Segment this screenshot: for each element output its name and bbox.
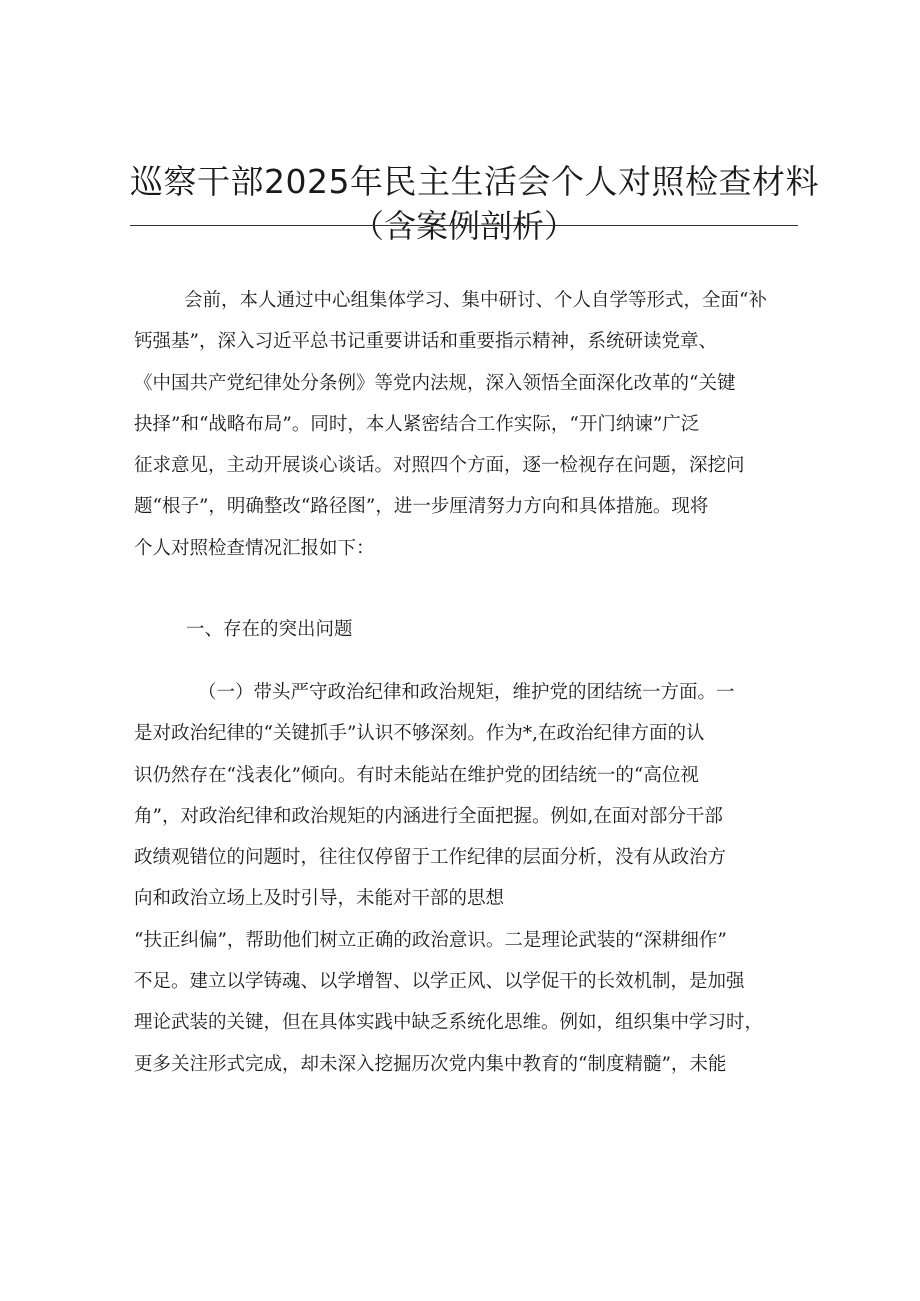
intro-paragraph	[134, 280, 796, 569]
text-line: 征求意见，主动开展谈心谈话。对照四个方面，逐一检视存在问题，深挖问	[134, 455, 745, 477]
section-heading: 一、存在的突出问题	[186, 619, 353, 640]
text-line: 识仍然存在“浅表化”倾向。有时未能站在维护党的团结统一的“高位视	[134, 764, 699, 786]
text-line: 角”，对政治纪律和政治规矩的内涵进行全面把握。例如,在面对部分干部	[134, 805, 723, 827]
title-line-2: （含案例剖析）	[351, 207, 576, 245]
text-line: 钙强基”，深入习近平总书记重要讲话和重要指示精神，系统研读党章、	[134, 331, 717, 353]
text-line: （一）带头严守政治纪律和政治规矩，维护党的团结统一方面。一	[198, 682, 735, 703]
text-line: 理论武装的关键，但在具体实践中缺乏系统化思维。例如，组织集中学习时，	[134, 1012, 764, 1034]
document-title	[130, 160, 819, 248]
title-line-1: 巡察干部2025年民主生活会个人对照检查材料	[130, 162, 819, 201]
text-line: 政绩观错位的问题时，往往仅停留于工作纪律的层面分析，没有从政治方	[134, 847, 727, 869]
text-line: 《中国共产党纪律处分条例》等党内法规，深入领悟全面深化改革的“关键	[134, 372, 736, 394]
text-line: 不足。建立以学铸魂、以学增智、以学正风、以学促干的长效机制，是加强	[134, 971, 745, 993]
section1-paragraph	[134, 672, 796, 1085]
text-line: 题“根子”，明确整改“路径图”，进一步厘清努力方向和具体措施。现将	[134, 496, 709, 518]
text-line: 会前，本人通过中心组集体学习、集中研讨、个人自学等形式，全面“补	[184, 290, 767, 311]
title-divider	[130, 225, 798, 226]
text-line: 抉择”和“战略布局”。同时，本人紧密结合工作实际，“开门纳谏”广泛	[134, 413, 700, 435]
text-line: 个人对照检查情况汇报如下：	[134, 537, 375, 559]
text-line: 更多关注形式完成，却未深入挖掘历次党内集中教育的“制度精髓”，未能	[134, 1053, 727, 1075]
text-line: “扶正纠偏”，帮助他们树立正确的政治意识。二是理论武装的“深耕细作”	[134, 929, 727, 951]
text-line: 向和政治立场上及时引导，未能对干部的思想	[134, 888, 505, 910]
text-line: 是对政治纪律的“关键抓手”认识不够深刻。作为*,在政治纪律方面的认	[134, 723, 705, 745]
